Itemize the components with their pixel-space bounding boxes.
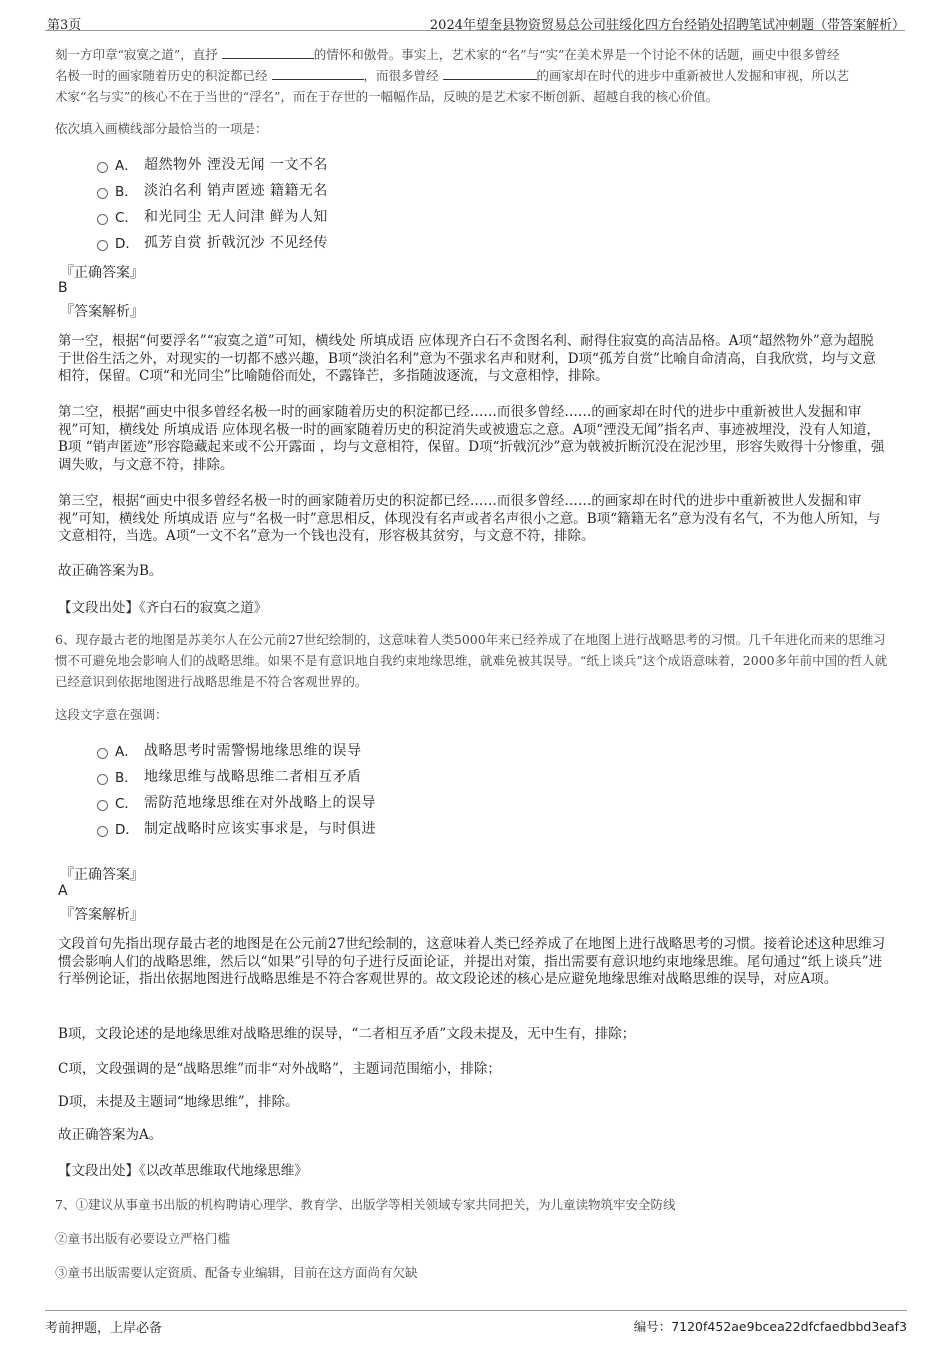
q5-analysis-label: 『答案解析』 <box>60 304 144 320</box>
option-letter: B． <box>115 770 138 786</box>
footer-slogan: 考前押题，上岸必备 <box>45 1321 163 1336</box>
q5-passage-part: 术家“名与实”的核心不在于当世的“浮名”，而在于存世的一幅幅作品，反映的是艺术家不断创新、超越自我的核心价值。 <box>55 89 719 104</box>
option-text: 和光同尘 无人问津 鲜为人知 <box>144 209 328 225</box>
radio-icon[interactable] <box>97 240 108 251</box>
q6-answer: A <box>58 883 68 899</box>
q5-passage-part: ，而很多曾经 <box>363 68 439 83</box>
page-footer <box>45 1310 907 1336</box>
q7-line: 7、①建议从事童书出版的机构聘请心理学、教育学、出版学等相关领域专家共同把关，为儿童读物筑牢安全防线 <box>55 1197 676 1212</box>
q5-passage-part: 名极一时的画家随着历史的积淀都已经 <box>55 68 268 83</box>
q6-source: 【文段出处】《以改革思维取代地缘思维》 <box>58 1163 308 1179</box>
radio-icon[interactable] <box>97 800 108 811</box>
q5-analysis-para: 故正确答案为B。 <box>58 563 163 579</box>
radio-icon[interactable] <box>97 188 108 199</box>
radio-icon[interactable] <box>97 826 108 837</box>
fill-blank-3 <box>443 67 537 80</box>
q5-passage <box>55 44 900 107</box>
option-text: 战略思考时需警惕地缘思维的误导 <box>144 743 362 759</box>
q7-line: ③童书出版需要认定资质、配备专业编辑，目前在这方面尚有欠缺 <box>55 1265 418 1280</box>
option-letter: D． <box>115 822 139 838</box>
q7-line: ②童书出版有必要设立严格门槛 <box>55 1231 231 1246</box>
q5-passage-part: 的情怀和傲骨。事实上，艺术家的“名”与“实”在美术界是一个讨论不休的话题，画史中很多曾经 <box>313 47 840 62</box>
q6-analysis-label: 『答案解析』 <box>60 907 144 923</box>
q6-analysis-para: D项，未提及主题词“地缘思维”，排除。 <box>58 1094 299 1110</box>
radio-icon[interactable] <box>97 214 108 225</box>
option-letter: B． <box>115 184 138 200</box>
q6-analysis-para: B项，文段论述的是地缘思维对战略思维的误导，“二者相互矛盾”文段未提及，无中生有，排除； <box>58 1026 636 1042</box>
q6-answer-label: 『正确答案』 <box>60 867 144 883</box>
fill-blank-1 <box>222 46 314 59</box>
option-text: 孤芳自赏 折戟沉沙 不见经传 <box>144 235 328 251</box>
radio-icon[interactable] <box>97 748 108 759</box>
fill-blank-2 <box>272 67 364 80</box>
footer-serial: 编号：7120f452ae9bcea22dfcfaedbbd3eaf3 <box>633 1319 907 1334</box>
q5-answer: B <box>58 280 68 296</box>
q5-analysis-para: 第三空，根据“画史中很多曾经名极一时的画家随着历史的积淀都已经……而很多曾经……的画家却在时代的进步中重新被世人发掘和审视”可知，横线处 所填成语 应与“名极一时”意思相反，体现没有名声或者名声很小之意。B项“籍籍无名”意为没有名气，不为他人所知，与文意相符，当选。A项“一文不名”意为一个钱也没有，形容极其贫穷，与文意不符，排除。 <box>58 493 881 544</box>
document-title: 2024年望奎县物资贸易总公司驻绥化四方台经销处招聘笔试冲刺题（带答案解析） <box>429 18 905 33</box>
q6-analysis-para: C项，文段强调的是“战略思维”而非“对外战略”，主题词范围缩小，排除； <box>58 1061 501 1077</box>
q6-analysis-para: 故正确答案为A。 <box>58 1127 163 1143</box>
option-letter: D． <box>115 236 139 252</box>
q5-passage-part: 刻一方印章“寂寞之道”，直抒 <box>55 47 218 62</box>
option-text: 淡泊名利 销声匿迹 籍籍无名 <box>144 183 328 199</box>
q6-analysis-para: 文段首句先指出现存最古老的地图是在公元前27世纪绘制的，这意味着人类已经养成了在地图上进行战略思考的习惯。接着论述这种思维习惯会影响人们的战略思维，然后以“如果”引导的句子进行反面论证，并提出对策，指出需要有意识地约束地缘思维。尾句通过“纸上谈兵”进行举例论证，指出依据地图进行战略思维是不符合客观世界的。故文段论述的核心是应避免地缘思维对战略思维的误导，对应A项。 <box>58 936 886 987</box>
q5-prompt: 依次填入画横线部分最恰当的一项是： <box>55 121 268 136</box>
radio-icon[interactable] <box>97 162 108 173</box>
option-text: 制定战略时应该实事求是，与时俱进 <box>144 821 376 837</box>
q5-passage-part: 的画家却在时代的进步中重新被世人发掘和审视，所以艺 <box>536 68 850 83</box>
option-letter: A． <box>115 158 138 174</box>
q5-analysis-para: 第一空，根据“何要浮名”“寂寞之道”可知，横线处 所填成语 应体现齐白石不贪图名利、耐得住寂寞的高洁品格。A项“超然物外”意为超脱于世俗生活之外，对现实的一切都不感兴趣，B项“淡泊名利”意为不强求名声和财利，D项“孤芳自赏”比喻自命清高，自我欣赏，均与文意相符，保留。C项“和光同尘”比喻随俗而处，不露锋芒，多指随波逐流，与文意相悖，排除。 <box>58 333 876 384</box>
q5-analysis-para: 第二空，根据“画史中很多曾经名极一时的画家随着历史的积淀都已经……而很多曾经……的画家却在时代的进步中重新被世人发掘和审视”可知，横线处 所填成语 应体现名极一时的画家随着历史的积淀消失或被遗忘之意。A项“湮没无闻”指名声、事迹被埋没，没有人知道，B项 “销声匿迹”形容隐藏起来或不公开露面 ，均与文意相符，保留。D项“折戟沉沙”意为戟被折断沉没在泥沙里，形容失败得十分惨重，强调失败，与文意不符，排除。 <box>58 404 885 473</box>
option-letter: C． <box>115 796 138 812</box>
q6-prompt: 这段文字意在强调： <box>55 707 168 722</box>
option-letter: C． <box>115 210 138 226</box>
page-header <box>45 10 905 31</box>
option-text: 超然物外 湮没无闻 一文不名 <box>144 157 328 173</box>
radio-icon[interactable] <box>97 774 108 785</box>
q5-answer-label: 『正确答案』 <box>60 265 144 281</box>
option-text: 地缘思维与战略思维二者相互矛盾 <box>144 769 362 785</box>
q5-source: 【文段出处】《齐白石的寂寞之道》 <box>58 600 268 616</box>
q6-passage: 6、现存最古老的地图是苏美尔人在公元前27世纪绘制的，这意味着人类5000年来已经养成了在地图上进行战略思考的习惯。几千年进化而来的思维习惯不可避免地会影响人们的战略思维。如果不是有意识地自我约束地缘思维，就难免被其误导。“纸上谈兵”这个成语意味着，2000多年前中国的哲人就已经意识到依据地图进行战略思维是不符合客观世界的。 <box>55 632 888 689</box>
option-text: 需防范地缘思维在对外战略上的误导 <box>144 795 376 811</box>
page-number: 第3页 <box>47 18 82 33</box>
option-letter: A． <box>115 744 138 760</box>
